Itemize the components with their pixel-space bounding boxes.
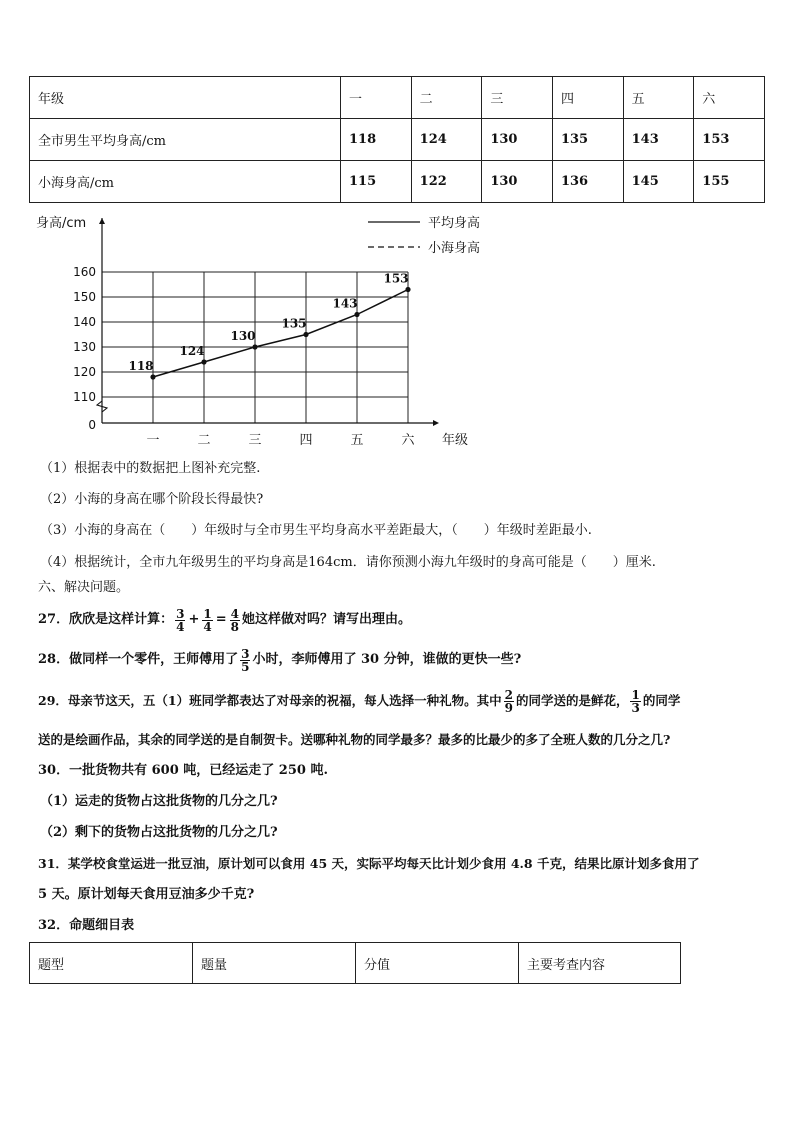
header-cell: 一 bbox=[341, 77, 412, 119]
legend-label: 平均身高 bbox=[428, 216, 481, 231]
y-tick-label: 160 bbox=[73, 265, 96, 279]
question-32: 32．命题细目表 bbox=[38, 918, 135, 933]
table-cell: 124 bbox=[411, 119, 482, 161]
y-axis-arrow bbox=[99, 218, 105, 224]
data-point bbox=[303, 332, 308, 337]
table-cell: 130 bbox=[482, 119, 553, 161]
table-cell: 122 bbox=[411, 161, 482, 203]
header-cell-grade: 年级 bbox=[30, 77, 341, 119]
question-30-2: （2）剩下的货物占这批货物的几分之几? bbox=[40, 825, 278, 840]
question-29-line-2: 送的是绘画作品，其余的同学送的是自制贺卡。送哪种礼物的同学最多？最多的比最少的多了全班人数的几分之几? bbox=[38, 732, 671, 747]
data-label: 130 bbox=[230, 329, 256, 343]
header-cell: 题量 bbox=[193, 943, 356, 984]
fraction bbox=[504, 689, 514, 714]
data-label: 124 bbox=[179, 344, 205, 358]
data-point bbox=[150, 374, 155, 379]
fraction-numerator: 2 bbox=[504, 687, 513, 702]
y-tick-label: 140 bbox=[73, 315, 96, 329]
q27-suffix: 她这样做对吗？请写出理由。 bbox=[241, 612, 411, 627]
header-cell: 三 bbox=[482, 77, 553, 119]
height-line-chart bbox=[30, 208, 500, 453]
question-30: 30．一批货物共有 600 吨，已经运走了 250 吨. bbox=[38, 763, 328, 778]
question-26-2: （2）小海的身高在哪个阶段长得最快? bbox=[40, 492, 264, 507]
header-cell: 分值 bbox=[356, 943, 519, 984]
table-cell: 118 bbox=[341, 119, 412, 161]
y-tick-label: 150 bbox=[73, 290, 96, 304]
x-tick-label: 三 bbox=[248, 433, 262, 448]
q28-prefix: 28．做同样一个零件，王师傅用了 bbox=[38, 652, 239, 667]
x-axis-arrow bbox=[433, 420, 439, 426]
q27-prefix: 27．欣欣是这样计算： bbox=[38, 612, 174, 627]
q28-suffix: 小时，李师傅用了 30 分钟，谁做的更快一些? bbox=[252, 652, 522, 667]
fraction-denominator: 5 bbox=[241, 659, 250, 674]
y-tick-label: 130 bbox=[73, 340, 96, 354]
table-header-row bbox=[30, 77, 765, 119]
header-cell: 五 bbox=[623, 77, 694, 119]
fraction-denominator: 8 bbox=[230, 619, 239, 634]
table-cell: 145 bbox=[623, 161, 694, 203]
table-cell: 135 bbox=[552, 119, 623, 161]
data-label: 143 bbox=[332, 296, 358, 311]
header-cell: 六 bbox=[694, 77, 765, 119]
y-tick-label: 110 bbox=[73, 390, 96, 404]
q29-prefix: 29．母亲节这天，五（1）班同学都表达了对母亲的祝福，每人选择一种礼物。其中 bbox=[38, 693, 502, 708]
x-tick-label: 六 bbox=[401, 433, 415, 448]
data-point bbox=[201, 359, 206, 364]
question-27 bbox=[38, 606, 411, 634]
question-31-line-2: 5 天。原计划每天食用豆油多少千克? bbox=[38, 887, 255, 902]
fraction bbox=[630, 689, 640, 714]
fraction-denominator: 9 bbox=[504, 700, 513, 715]
data-point bbox=[405, 287, 410, 292]
spec-table bbox=[29, 942, 681, 984]
table-cell: 115 bbox=[341, 161, 412, 203]
fraction-numerator: 3 bbox=[241, 646, 250, 661]
table-cell: 130 bbox=[482, 161, 553, 203]
table-cell: 143 bbox=[623, 119, 694, 161]
header-cell: 四 bbox=[552, 77, 623, 119]
question-26-1: （1）根据表中的数据把上图补充完整. bbox=[40, 461, 261, 476]
section-heading: 六、解决问题。 bbox=[38, 580, 130, 595]
question-29 bbox=[38, 686, 680, 716]
x-tick-label: 一 bbox=[146, 433, 160, 448]
fraction bbox=[175, 608, 185, 633]
table-row bbox=[30, 119, 765, 161]
fraction-numerator: 4 bbox=[230, 606, 239, 621]
height-data-table bbox=[29, 76, 765, 203]
data-label: 118 bbox=[128, 359, 154, 373]
data-point bbox=[252, 344, 257, 349]
fraction-denominator: 4 bbox=[176, 619, 185, 634]
table-cell: 136 bbox=[552, 161, 623, 203]
series-line bbox=[153, 290, 408, 378]
question-28 bbox=[38, 645, 521, 675]
data-point bbox=[354, 312, 359, 317]
y-tick-label: 120 bbox=[73, 365, 96, 379]
y-tick-label: 0 bbox=[88, 418, 96, 432]
q29-suffix: 的同学 bbox=[642, 693, 681, 708]
question-30-1: （1）运走的货物占这批货物的几分之几? bbox=[40, 794, 278, 809]
x-tick-label: 二 bbox=[197, 433, 211, 448]
table-cell: 155 bbox=[694, 161, 765, 203]
table-header-row bbox=[30, 943, 681, 984]
x-tick-label: 五 bbox=[350, 433, 364, 448]
header-cell: 题型 bbox=[30, 943, 193, 984]
data-label: 135 bbox=[281, 316, 307, 331]
fraction-numerator: 1 bbox=[203, 606, 212, 621]
question-26-3: （3）小海的身高在（ ）年级时与全市男生平均身高水平差距最大，（ ）年级时差距最小. bbox=[40, 523, 592, 538]
header-cell: 主要考查内容 bbox=[519, 943, 681, 984]
fraction-numerator: 3 bbox=[176, 606, 185, 621]
fraction-numerator: 1 bbox=[631, 687, 640, 702]
fraction-denominator: 3 bbox=[631, 700, 640, 715]
x-axis-label: 年级 bbox=[442, 433, 469, 448]
y-axis-label: 身高/cm bbox=[36, 216, 87, 231]
row-label: 小海身高/cm bbox=[30, 161, 341, 203]
x-tick-label: 四 bbox=[299, 433, 313, 448]
data-label: 153 bbox=[383, 271, 409, 286]
table-cell: 153 bbox=[694, 119, 765, 161]
row-label: 全市男生平均身高/cm bbox=[30, 119, 341, 161]
question-31-line-1: 31．某学校食堂运进一批豆油，原计划可以食用 45 天，实际平均每天比计划少食用 4.8 千克，结果比原计划多食用了 bbox=[38, 856, 700, 871]
fraction bbox=[202, 608, 212, 633]
equals-sign: = bbox=[215, 612, 227, 627]
fraction-denominator: 4 bbox=[203, 619, 212, 634]
legend-label: 小海身高 bbox=[428, 241, 481, 256]
fraction bbox=[230, 608, 240, 633]
plus-sign: + bbox=[188, 612, 200, 627]
q29-mid: 的同学送的是鲜花， bbox=[515, 693, 629, 708]
header-cell: 二 bbox=[411, 77, 482, 119]
question-26-4: （4）根据统计，全市九年级男生的平均身高是164cm．请你预测小海九年级时的身高可能是（ ）厘米. bbox=[40, 555, 656, 570]
fraction bbox=[240, 648, 250, 673]
table-row bbox=[30, 161, 765, 203]
